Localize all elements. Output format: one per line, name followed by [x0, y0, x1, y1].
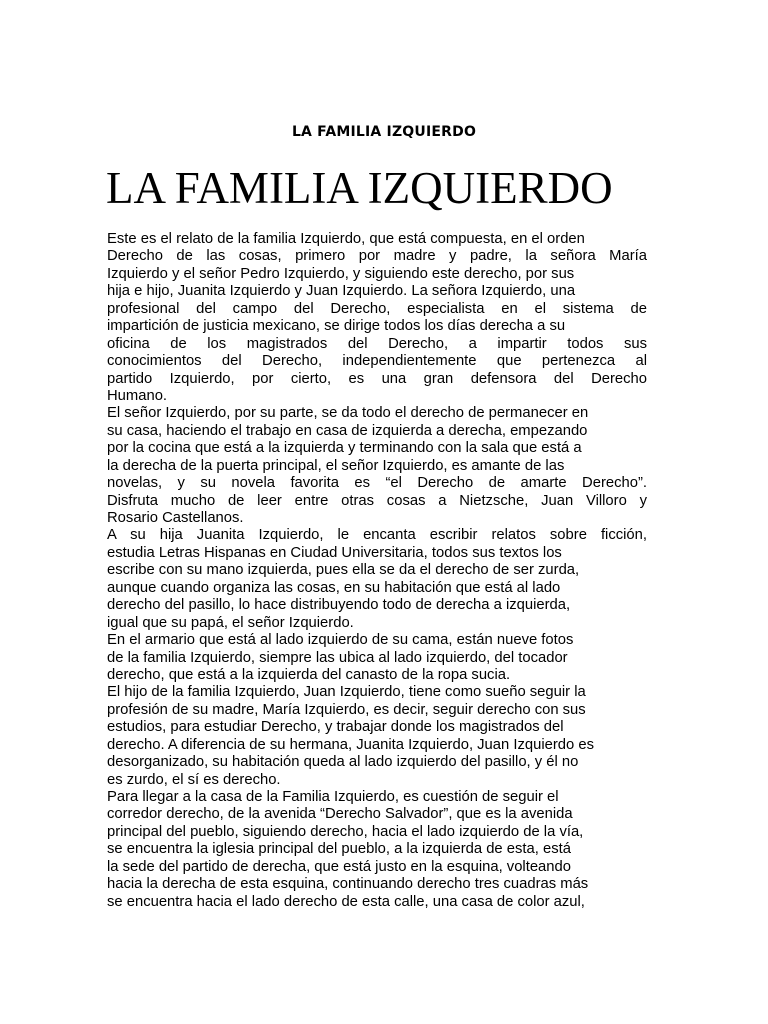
text-line: estudia Letras Hispanas en Ciudad Universitaria, todos sus textos los — [107, 544, 562, 561]
text-line: conocimientos del Derecho, independientemente que pertenezca al — [107, 353, 647, 370]
text-line: corredor derecho, de la avenida “Derecho Salvador”, que es la avenida — [107, 806, 573, 823]
text-line: hacia la derecha de esta esquina, continuando derecho tres cuadras más — [107, 876, 589, 893]
text-line: se encuentra hacia el lado derecho de esta calle, una casa de color azul, — [107, 893, 585, 910]
text-line: impartición de justicia mexicano, se dirige todos los días derecha a su — [107, 318, 566, 335]
text-line: aunque cuando organiza las cosas, en su habitación que está al lado — [107, 579, 561, 596]
text-line: por la cocina que está a la izquierda y terminando con la sala que está a — [107, 440, 582, 457]
text-line: Humano. — [107, 387, 168, 404]
text-line: A su hija Juanita Izquierdo, le encanta escribir relatos sobre ficción, — [107, 527, 647, 544]
text-line: novelas, y su novela favorita es “el Derecho de amarte Derecho”. — [107, 475, 647, 492]
text-line: Rosario Castellanos. — [107, 510, 244, 526]
text-line: Izquierdo y el señor Pedro Izquierdo, y siguiendo este derecho, por sus — [107, 265, 575, 282]
text-line: la sede del partido de derecha, que está justo en la esquina, volteando — [107, 858, 571, 875]
text-line: es zurdo, el sí es derecho. — [107, 771, 281, 788]
text-line: Para llegar a la casa de la Familia Izquierdo, es cuestión de seguir el — [107, 789, 559, 805]
text-line: profesional del campo del Derecho, especialista en el sistema de — [107, 300, 647, 317]
text-line: Derecho de las cosas, primero por madre y padre, la señora María — [107, 248, 647, 265]
text-line: El señor Izquierdo, por su parte, se da todo el derecho de permanecer en — [107, 405, 589, 422]
text-line: El hijo de la familia Izquierdo, Juan Izquierdo, tiene como sueño seguir la — [107, 684, 586, 701]
document-title: LA FAMILIA IZQUIERDO — [106, 163, 613, 213]
text-line: escribe con su mano izquierda, pues ella se da el derecho de ser zurda, — [107, 562, 580, 579]
text-line: de la familia Izquierdo, siempre las ubica al lado izquierdo, del tocador — [107, 649, 568, 666]
text-line: Disfruta mucho de leer entre otras cosas a Nietzsche, Juan Villoro y — [107, 492, 647, 509]
text-line: principal del pueblo, siguiendo derecho, hacia el lado izquierdo de la vía, — [107, 823, 584, 840]
text-line: igual que su papá, el señor Izquierdo. — [107, 614, 354, 631]
text-line: oficina de los magistrados del Derecho, a impartir todos sus — [107, 335, 647, 352]
text-line: la derecha de la puerta principal, el señor Izquierdo, es amante de las — [107, 457, 565, 474]
page-header-title: LA FAMILIA IZQUIERDO — [291, 124, 477, 140]
body-text — [107, 231, 647, 911]
text-line: se encuentra la iglesia principal del pueblo, a la izquierda de esta, está — [107, 841, 571, 858]
text-line: Este es el relato de la familia Izquierdo, que está compuesta, en el orden — [107, 231, 585, 247]
text-line: estudios, para estudiar Derecho, y trabajar donde los magistrados del — [107, 719, 564, 736]
text-line: En el armario que está al lado izquierdo de su cama, están nueve fotos — [107, 632, 574, 649]
text-line: profesión de su madre, María Izquierdo, es decir, seguir derecho con sus — [107, 701, 586, 718]
text-line: su casa, haciendo el trabajo en casa de izquierda a derecha, empezando — [107, 422, 588, 439]
text-line: derecho. A diferencia de su hermana, Juanita Izquierdo, Juan Izquierdo es — [107, 736, 594, 753]
text-line: derecho del pasillo, lo hace distribuyendo todo de derecha a izquierda, — [107, 597, 571, 614]
text-line: hija e hijo, Juanita Izquierdo y Juan Izquierdo. La señora Izquierdo, una — [107, 283, 576, 300]
text-line: desorganizado, su habitación queda al lado izquierdo del pasillo, y él no — [107, 754, 579, 771]
text-line: derecho, que está a la izquierda del canasto de la ropa sucia. — [107, 666, 511, 683]
text-line: partido Izquierdo, por cierto, es una gran defensora del Derecho — [107, 370, 647, 387]
